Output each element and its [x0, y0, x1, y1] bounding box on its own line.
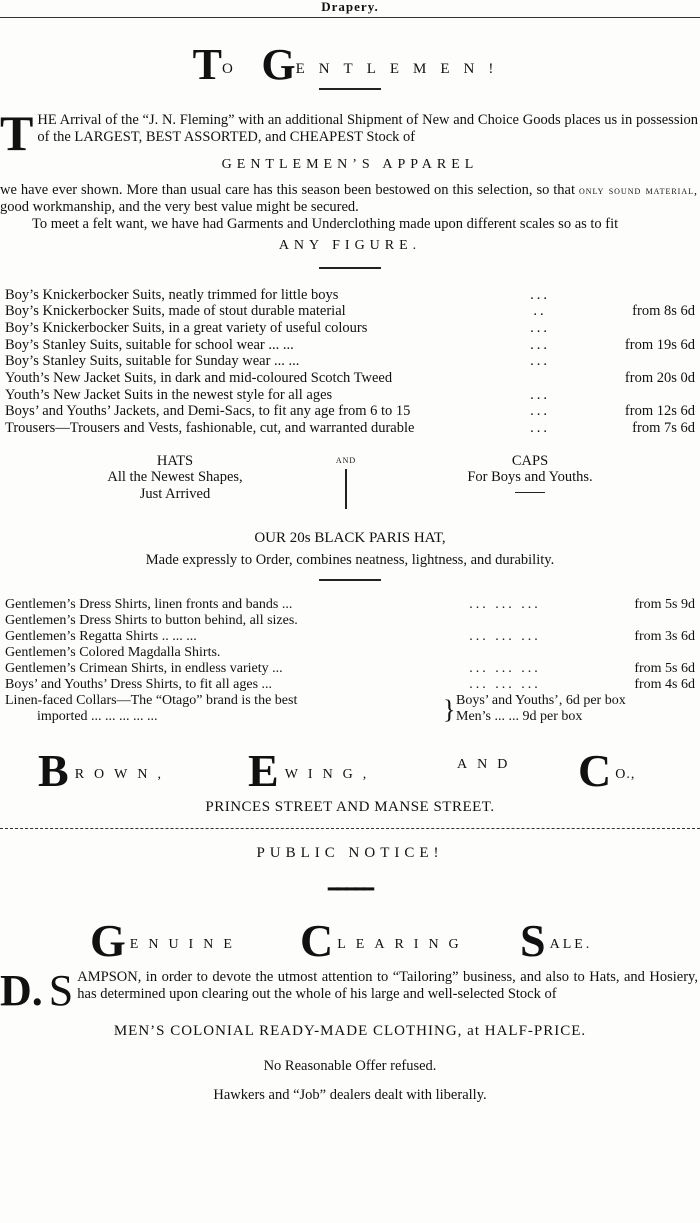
- suits-item: Boy’s Knickerbocker Suits, made of stout durable material: [5, 303, 346, 320]
- shirts-dots: ... ... ...: [469, 676, 541, 692]
- intro-text-2-caps: only sound material,: [578, 183, 699, 198]
- shirts-dots: ... ... ...: [469, 660, 541, 676]
- shirts-price-list: [0, 597, 700, 694]
- intro-text: HE Arrival of the “J. N. Fleming” with an additional Shipment of New and Choice Goods places us in possession of the LARGEST, BEST ASSORTED, and CHEAPEST Stock of: [37, 112, 698, 145]
- collars-right-1: Boys’ and Youths’, 6d per box: [456, 693, 626, 709]
- paris-hat-heading: OUR 20s BLACK PARIS HAT,: [254, 529, 446, 546]
- hats-title: HATS: [156, 452, 194, 469]
- intro-heading-2: ANY FIGURE.: [278, 238, 422, 254]
- suits-dots: ..: [533, 303, 547, 320]
- shirts-price: [590, 645, 700, 661]
- shirts-item: Gentlemen’s Dress Shirts to button behind, all sizes.: [5, 612, 298, 628]
- and-divider: [345, 469, 347, 509]
- suits-item: Trousers—Trousers and Vests, fashionable, cut, and warranted durable: [5, 419, 415, 436]
- firm-c: CO.,: [578, 745, 636, 797]
- title-rest-o: O: [221, 61, 247, 77]
- sampson-text: AMPSON, in order to devote the utmost attention to “Tailoring” business, and also to Hats, and Hosiery, has determined upon clearing out the whole of his large and well-selected Stock of: [77, 969, 698, 1002]
- suits-row: [0, 320, 700, 337]
- half-price-heading: MEN’S COLONIAL READY-MADE CLOTHING, at HALF-PRICE.: [113, 1022, 587, 1039]
- suits-row: [0, 403, 700, 420]
- shirts-price: [590, 613, 700, 629]
- suits-row: [0, 370, 700, 387]
- sampson-paragraph: [0, 966, 700, 1016]
- shirts-row: [0, 677, 700, 693]
- suits-item: Youth’s New Jacket Suits, in dark and mid-coloured Scotch Tweed: [5, 369, 393, 386]
- suits-dots: ...: [530, 403, 550, 420]
- caps-line-1: For Boys and Youths.: [467, 469, 593, 486]
- caps-rule: [515, 492, 545, 493]
- and-text: and: [335, 451, 357, 466]
- suits-item: Boy’s Stanley Suits, suitable for Sunday wear ... ...: [5, 353, 300, 370]
- suits-row: [0, 353, 700, 370]
- collars-line-2: imported ... ... ... ... ...: [37, 709, 158, 725]
- hats-line-2: Just Arrived: [139, 485, 211, 502]
- suits-price: from 12s 6d: [624, 403, 695, 420]
- suits-row: [0, 420, 700, 437]
- firm-and: AND: [457, 757, 518, 773]
- suits-price: from 7s 6d: [632, 419, 695, 436]
- collars-right: [456, 693, 692, 725]
- collars-row: [0, 693, 700, 731]
- shirts-item: Gentlemen’s Regatta Shirts .. ... ...: [5, 628, 197, 644]
- suits-dots: ...: [530, 286, 550, 303]
- shirts-item: Gentlemen’s Crimean Shirts, in endless variety ...: [5, 660, 283, 676]
- title-cap-t: T: [192, 40, 222, 89]
- suits-dots: [505, 370, 575, 387]
- shirts-row: [0, 661, 700, 677]
- shirts-item: Boys’ and Youths’ Dress Shirts, to fit all ages ...: [5, 676, 273, 692]
- hats-caps-section: [0, 453, 700, 533]
- title-cap-g: G: [261, 40, 296, 89]
- collars-right-2: Men’s ... ... 9d per box: [456, 709, 583, 725]
- shirts-dots: [420, 645, 590, 661]
- and-column: [326, 453, 366, 510]
- shirts-item: Gentlemen’s Colored Magdalla Shirts.: [5, 644, 221, 660]
- suits-dots: ...: [530, 386, 550, 403]
- collars-brace: }: [443, 695, 456, 725]
- sale-g: GENUINE: [90, 915, 242, 967]
- hawkers-line: Hawkers and “Job” dealers dealt with liberally.: [213, 1086, 487, 1103]
- suits-price: [575, 320, 700, 337]
- collars-left: [5, 693, 445, 725]
- intro-drop-cap: T: [0, 105, 34, 161]
- no-offer-refused: No Reasonable Offer refused.: [263, 1057, 437, 1074]
- suits-price-list: [0, 287, 700, 437]
- collars-line-1: Linen-faced Collars—The “Otago” brand is the best: [5, 693, 298, 709]
- shirts-price: from 4s 6d: [634, 676, 695, 692]
- suits-price: from 19s 6d: [624, 336, 695, 353]
- suits-price: from 8s 6d: [632, 303, 695, 320]
- suits-dots: ...: [530, 319, 550, 336]
- suits-price: from 20s 0d: [624, 369, 695, 386]
- suits-dots: ...: [530, 336, 550, 353]
- suits-price: [575, 287, 700, 304]
- hats-column: [85, 453, 265, 503]
- shirts-price: from 5s 9d: [634, 596, 695, 612]
- suits-price: [575, 353, 700, 370]
- suits-item: Boy’s Knickerbocker Suits, in a great variety of useful colours: [5, 319, 368, 336]
- section-header: Drapery.: [321, 0, 379, 14]
- firm-e: EWING,: [248, 745, 377, 797]
- shirts-dots: [420, 613, 590, 629]
- shirts-row: [0, 613, 700, 629]
- suits-row: [0, 303, 700, 320]
- shirts-rule: [319, 579, 381, 581]
- notice-ornament: ━━━━━: [327, 878, 373, 899]
- intro-heading: GENTLEMEN’S APPAREL: [221, 157, 479, 173]
- public-notice-title: PUBLIC NOTICE!: [256, 845, 444, 862]
- suits-dots: ...: [530, 419, 550, 436]
- intro-paragraph-3: To meet a felt want, we have had Garments and Underclothing made upon different scales so as to fit: [32, 215, 619, 232]
- suits-item: Boys’ and Youths’ Jackets, and Demi-Sacs, to fit any age from 6 to 15: [5, 403, 411, 420]
- header-rule: [0, 17, 700, 18]
- firm-name: [0, 745, 700, 797]
- main-title: [0, 40, 700, 89]
- shirts-price: from 5s 6d: [634, 660, 695, 676]
- intro-text-2b: good workmanship, and the very best value might be secured.: [0, 199, 359, 216]
- shirts-row: [0, 645, 700, 661]
- suits-item: Youth’s New Jacket Suits in the newest style for all ages: [5, 386, 333, 403]
- sampson-drop-s: S: [48, 966, 74, 1016]
- hats-line-1: All the Newest Shapes,: [107, 469, 243, 486]
- suits-price: [575, 387, 700, 404]
- suits-rule: [319, 267, 381, 269]
- genuine-clearing-sale: [0, 915, 700, 965]
- suits-item: Boy’s Stanley Suits, suitable for school wear ... ...: [5, 336, 294, 353]
- shirts-item: Gentlemen’s Dress Shirts, linen fronts and bands ...: [5, 596, 293, 612]
- paris-hat-sub: Made expressly to Order, combines neatness, lightness, and durability.: [145, 551, 555, 568]
- shirts-price: from 3s 6d: [634, 628, 695, 644]
- firm-b: BROWN,: [38, 745, 171, 797]
- suits-row: [0, 287, 700, 304]
- title-rest-entlemen: ENTLEMEN!: [295, 61, 508, 77]
- sale-c: CLEARING: [300, 915, 469, 967]
- sampson-drop-d: D.: [0, 966, 43, 1016]
- shirts-row: [0, 629, 700, 645]
- firm-address: PRINCES STREET AND MANSE STREET.: [205, 799, 495, 816]
- intro-paragraph: [0, 105, 700, 161]
- intro-paragraph-2: [0, 182, 700, 215]
- shirts-row: [0, 597, 700, 613]
- intro-text-2a: we have ever shown. More than usual care has this season been bestowed on this selection, so that: [0, 182, 576, 199]
- shirts-dots: ... ... ...: [469, 596, 541, 612]
- sale-s: SALE.: [520, 915, 593, 967]
- shirts-dots: ... ... ...: [469, 628, 541, 644]
- title-rule: [319, 88, 381, 90]
- suits-dots: ...: [530, 353, 550, 370]
- caps-title: CAPS: [511, 452, 549, 469]
- caps-column: [430, 453, 630, 493]
- notice-dashed-rule: [0, 828, 700, 829]
- suits-row: [0, 387, 700, 404]
- suits-item: Boy’s Knickerbocker Suits, neatly trimmed for little boys: [5, 286, 339, 303]
- suits-row: [0, 337, 700, 354]
